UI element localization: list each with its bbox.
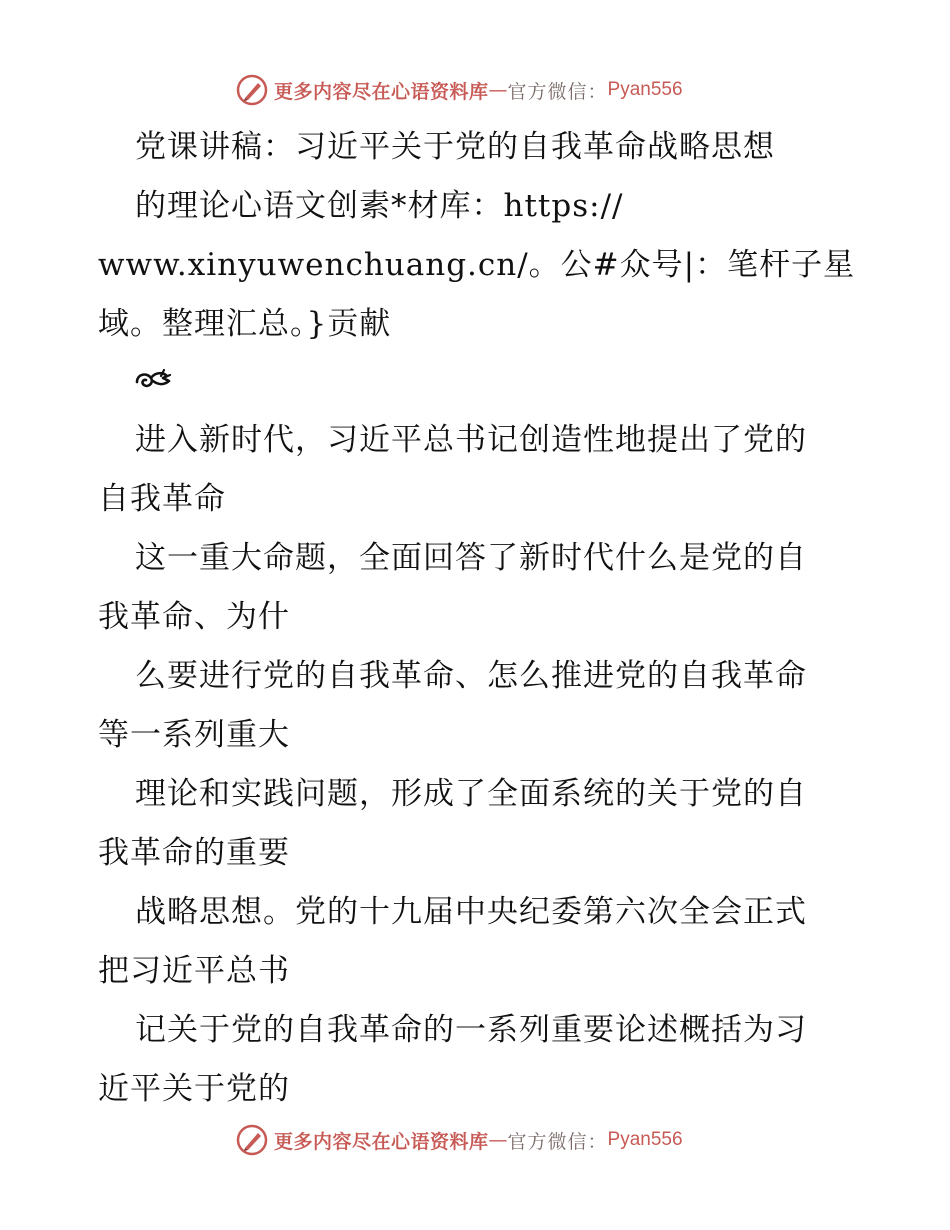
text-line: 战略思想。党的十九届中央纪委第六次全会正式 (135, 894, 807, 930)
banner-main-text: 更多内容尽在心语资料库 (274, 1130, 489, 1153)
banner-wechat-id: Pyan556 (607, 1129, 683, 1150)
text-line: 我革命的重要 (98, 835, 290, 871)
text-line: www.xinyuwenchuang.cn/。公#众号|：笔杆子星 (98, 247, 856, 283)
text-line: 域。整理汇总。}贡献 (98, 306, 392, 342)
fleuron-icon (133, 364, 173, 394)
text-line: 记关于党的自我革命的一系列重要论述概括为习 (135, 1012, 807, 1048)
text-line: 么要进行党的自我革命、怎么推进党的自我革命 (135, 658, 807, 694)
banner-dash: — (488, 1129, 508, 1151)
text-line: 等一系列重大 (98, 717, 290, 753)
text-line: 自我革命 (98, 481, 226, 517)
text-line: 进入新时代，习近平总书记创造性地提出了党的 (135, 422, 807, 458)
banner-wechat-label: 官方微信： (507, 80, 608, 103)
text-line: 的理论心语文创素*材库：https:// (135, 188, 624, 224)
banner-dash: — (488, 79, 508, 101)
text-line: 我革命、为什 (98, 599, 290, 635)
footer-banner (236, 1122, 683, 1158)
banner-wechat-id: Pyan556 (607, 79, 683, 100)
banner-wechat-label: 官方微信： (507, 1130, 608, 1153)
text-line: 理论和实践问题，形成了全面系统的关于党的自 (135, 776, 807, 812)
pen-logo-icon (236, 1124, 268, 1156)
banner-main-text: 更多内容尽在心语资料库 (274, 80, 489, 103)
header-banner (236, 72, 683, 108)
text-line: 近平关于党的 (98, 1071, 290, 1107)
text-line: 把习近平总书 (98, 953, 290, 989)
text-line: 这一重大命题，全面回答了新时代什么是党的自 (135, 540, 807, 576)
text-line: 党课讲稿：习近平关于党的自我革命战略思想 (135, 129, 775, 165)
pen-logo-icon (236, 74, 268, 106)
